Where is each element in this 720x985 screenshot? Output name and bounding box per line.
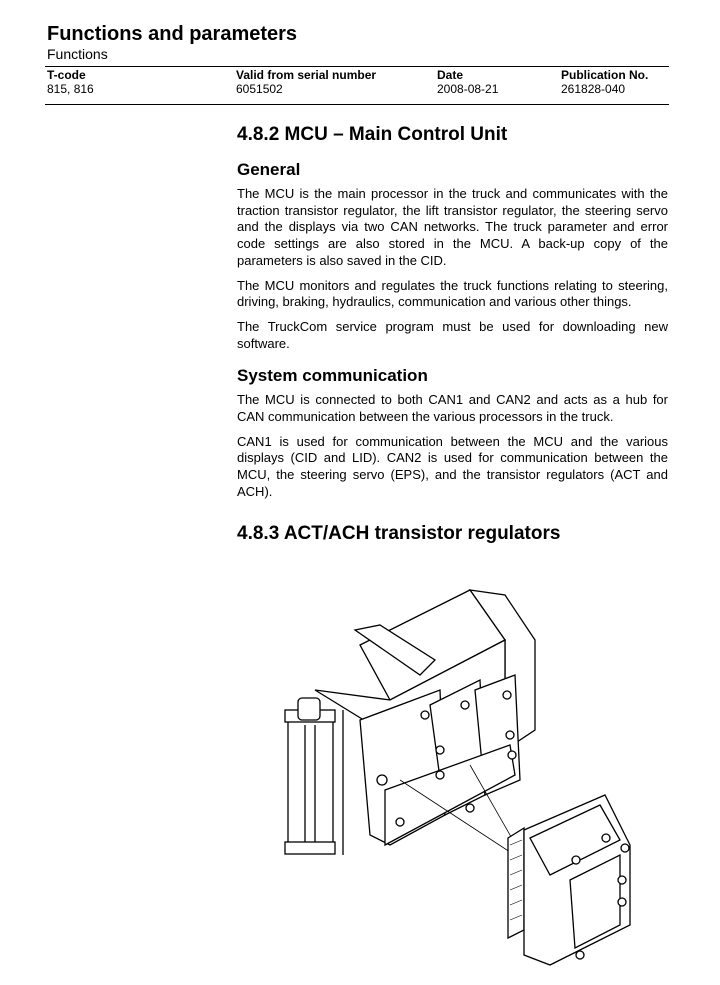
meta-tcode — [47, 68, 94, 96]
meta-value: 6051502 — [236, 82, 283, 96]
divider — [45, 66, 669, 67]
section-heading-mcu: 4.8.2 MCU – Main Control Unit — [237, 124, 508, 145]
subheading-general: General — [237, 160, 301, 179]
meta-label: Date — [437, 68, 464, 82]
subheading-system-communication: System communication — [237, 366, 428, 386]
meta-value: 2008-08-21 — [437, 82, 499, 96]
meta-publication — [561, 68, 648, 96]
meta-label: T-code — [47, 68, 86, 82]
content-column — [237, 124, 668, 559]
meta-value: 261828-040 — [561, 82, 626, 96]
paragraph: The MCU is the main processor in the truck and communicates with the traction transistor regulator, the lift transistor regulator, the steering servo and the displays via two CAN networks. The truck parameter and error code settings are also stored in the MCU. A back-up copy of the parameters is also saved in the CID. — [237, 186, 668, 268]
paragraph: The MCU monitors and regulates the truck functions relating to steering, driving, braking, hydraulics, communication and various other things. — [237, 277, 668, 310]
page-subtitle: Functions — [47, 46, 108, 62]
paragraph: CAN1 is used for communication between the MCU and the various displays (CID and LID). CAN2 is used for communication between the MCU, the steering servo (EPS), and the transistor regulators (ACT and ACH). — [237, 433, 668, 499]
meta-date — [437, 68, 498, 96]
divider — [45, 104, 669, 105]
paragraph: The TruckCom service program must be used for downloading new software. — [237, 318, 668, 351]
section-heading-act-ach: 4.8.3 ACT/ACH transistor regulators — [237, 522, 561, 544]
paragraph: The MCU is connected to both CAN1 and CAN2 and acts as a hub for CAN communication between the various processors in the truck. — [237, 392, 668, 425]
meta-label: Valid from serial number — [236, 68, 377, 82]
page-title: Functions and parameters — [47, 23, 298, 45]
meta-value: 815, 816 — [47, 82, 94, 96]
meta-serial — [236, 68, 376, 96]
meta-label: Publication No. — [561, 68, 649, 82]
transistor-regulator-illustration — [260, 580, 680, 980]
